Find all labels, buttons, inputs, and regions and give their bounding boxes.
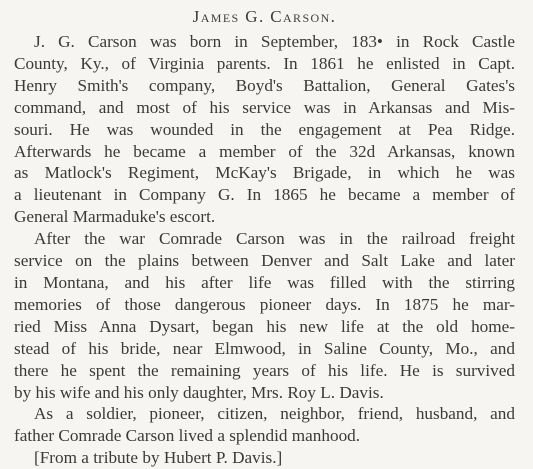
paragraph-line: ried Miss Anna Dysart, began his new life at the old home- — [14, 316, 515, 336]
article-title: James G. Carson. — [192, 7, 337, 26]
paragraph-line: a lieutenant in Company G. In 1865 he became a member of — [14, 185, 515, 205]
paragraph-line: General Marmaduke's escort. — [14, 207, 216, 227]
tribute-credit: [From a tribute by Hubert P. Davis.] — [34, 448, 283, 468]
paragraph-line: J. G. Carson was born in September, 183• in Rock Castle — [34, 32, 515, 51]
paragraph-line: Henry Smith's company, Boyd's Battalion, General Gates's — [14, 75, 515, 95]
paragraph-line: father Comrade Carson lived a splendid manhood. — [14, 426, 361, 446]
paragraph-2 — [14, 228, 515, 403]
paragraph-line: memories of those dangerous pioneer days. In 1875 he mar- — [14, 294, 515, 314]
paragraph-line: souri. He was wounded in the engagement at Pea Ridge. — [14, 119, 515, 139]
paragraph-3 — [14, 403, 515, 447]
paragraph-line: there he spent the remaining years of his life. He is survived — [14, 360, 515, 380]
paragraph-line: service on the plains between Denver and Salt Lake and later — [14, 251, 515, 271]
paragraph-line: After the war Comrade Carson was in the railroad freight — [34, 229, 515, 249]
paragraph-line: as Matlock's Regiment, McKay's Brigade, in which he was — [14, 163, 515, 183]
paragraph-line: County, Ky., of Virginia parents. In 1861 he enlisted in Capt. — [14, 53, 515, 73]
paragraph-line: stead of his bride, near Elmwood, in Saline County, Mo., and — [14, 338, 515, 358]
paragraph-line: Afterwards he became a member of the 32d Arkansas, known — [14, 141, 515, 161]
paragraph-line: command, and most of his service was in Arkansas and Mis- — [14, 97, 515, 117]
paragraph-line: in Montana, and his after life was filled with the stirring — [14, 272, 515, 292]
paragraph-line: by his wife and his only daughter, Mrs. Roy L. Davis. — [14, 382, 384, 402]
paragraph-line: As a soldier, pioneer, citizen, neighbor, friend, husband, and — [34, 404, 515, 424]
paragraph-1 — [14, 31, 515, 228]
